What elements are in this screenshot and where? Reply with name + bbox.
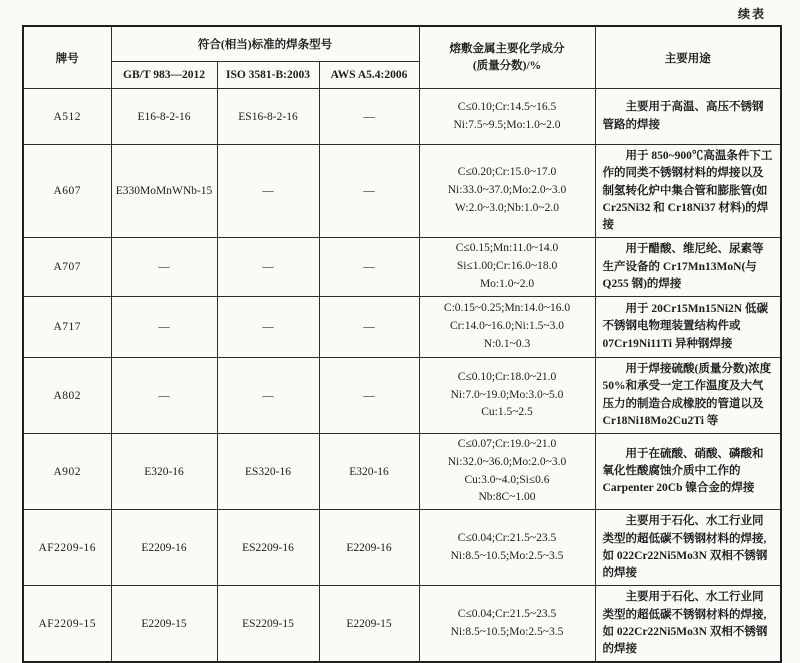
uses-cell: 用于 850~900℃高温条件下工作的同类不锈钢材料的焊接以及制氢转化炉中集合管和膨胀管(如 Cr25Ni32 和 Cr18Ni37 材料)的焊接 [595, 145, 781, 238]
aws-designation-cell: E2209-15 [319, 586, 419, 663]
aws-designation-cell: — [319, 297, 419, 358]
table-row [23, 434, 781, 510]
chemistry-line: C≤0.04;Cr:21.5~23.5 [457, 607, 557, 620]
chemistry-line: C≤0.10;Cr:18.0~21.0 [457, 370, 557, 383]
gb-designation-cell: — [111, 358, 217, 434]
continued-table-label: 续表 [737, 7, 766, 21]
chemistry-cell [419, 89, 595, 145]
chemistry-line: Mo:1.0~2.0 [479, 278, 535, 291]
aws-designation-cell: E2209-16 [319, 510, 419, 586]
brand-cell: A717 [23, 297, 111, 358]
uses-cell: 主要用于石化、水工行业同类型的超低碳不锈钢材料的焊接,如 022Cr22Ni5Mo3N 双相不锈钢的焊接 [595, 586, 781, 663]
aws-designation-cell: E320-16 [319, 434, 419, 510]
chemistry-cell [419, 434, 595, 510]
gb-designation-cell: E16-8-2-16 [111, 89, 217, 145]
uses-cell: 用于醋酸、维尼纶、尿素等生产设备的 Cr17Mn13MoN(与 Q255 钢)的焊接 [595, 238, 781, 297]
table-header [23, 26, 781, 89]
column-header-gb: GB/T 983—2012 [111, 62, 217, 89]
brand-cell: A902 [23, 434, 111, 510]
column-header-uses: 主要用途 [595, 26, 781, 89]
chemistry-line: C≤0.15;Mn:11.0~14.0 [455, 242, 559, 255]
document-sheet [22, 5, 780, 663]
chemistry-line: W:2.0~3.0;Nb:1.0~2.0 [455, 202, 560, 215]
iso-designation-cell: — [217, 358, 319, 434]
brand-cell: A607 [23, 145, 111, 238]
uses-cell: 用于在硫酸、硝酸、磷酸和氧化性酸腐蚀介质中工作的 Carpenter 20Cb 镍合金的焊接 [595, 434, 781, 510]
chemistry-line: Ni:33.0~37.0;Mo:2.0~3.0 [447, 184, 567, 197]
aws-designation-cell: — [319, 145, 419, 238]
uses-cell: 主要用于石化、水工行业同类型的超低碳不锈钢材料的焊接,如 022Cr22Ni5Mo3N 双相不锈钢的焊接 [595, 510, 781, 586]
iso-designation-cell: ES2209-16 [217, 510, 319, 586]
iso-designation-cell: ES2209-15 [217, 586, 319, 663]
chemistry-line: C≤0.07;Cr:19.0~21.0 [457, 438, 557, 450]
iso-designation-cell: — [217, 238, 319, 297]
gb-designation-cell: E320-16 [111, 434, 217, 510]
brand-cell: A802 [23, 358, 111, 434]
electrode-table [22, 25, 782, 663]
chemistry-line: N:0.1~0.3 [483, 337, 531, 350]
gb-designation-cell: — [111, 297, 217, 358]
chemistry-line: Cu:3.0~4.0;Si≤0.6 [464, 473, 550, 486]
column-header-iso: ISO 3581-B:2003 [217, 62, 319, 89]
chemistry-line: Cu:1.5~2.5 [481, 406, 533, 419]
gb-designation-cell: E2209-16 [111, 510, 217, 586]
chemistry-line: Si≤1.00;Cr:16.0~18.0 [456, 260, 558, 273]
chemistry-cell [419, 297, 595, 358]
aws-designation-cell: — [319, 238, 419, 297]
uses-cell: 主要用于高温、高压不锈钢管路的焊接 [595, 89, 781, 145]
chemistry-cell [419, 586, 595, 663]
table-row [23, 358, 781, 434]
brand-cell: A512 [23, 89, 111, 145]
chemistry-line: C≤0.04;Cr:21.5~23.5 [457, 531, 557, 544]
chemistry-cell [419, 358, 595, 434]
chemistry-cell [419, 145, 595, 238]
iso-designation-cell: — [217, 145, 319, 238]
brand-cell: AF2209-16 [23, 510, 111, 586]
iso-designation-cell: ES16-8-2-16 [217, 89, 319, 145]
table-row [23, 89, 781, 145]
table-row [23, 586, 781, 663]
chemistry-line: Nb:8C~1.00 [478, 491, 536, 504]
chemistry-line: C≤0.10;Cr:14.5~16.5 [457, 100, 557, 113]
chemistry-line: Ni:32.0~36.0;Mo:2.0~3.0 [447, 455, 567, 468]
aws-designation-cell: — [319, 358, 419, 434]
uses-cell: 用于焊接硫酸(质量分数)浓度 50%和承受一定工作温度及大气压力的制造合成橡胶的管道以及 Cr18Ni18Mo2Cu2Ti 等 [595, 358, 781, 434]
chemistry-line: C≤0.20;Cr:15.0~17.0 [457, 166, 557, 179]
chemistry-line: Cr:14.0~16.0;Ni:1.5~3.0 [450, 320, 565, 333]
column-header-chemistry-line2: (质量分数)/% [472, 59, 542, 72]
chemistry-line: C:0.15~0.25;Mn:14.0~16.0 [443, 302, 571, 315]
chemistry-line: Ni:8.5~10.5;Mo:2.5~3.5 [450, 549, 564, 562]
table-row [23, 145, 781, 238]
gb-designation-cell: E330MoMnWNb-15 [111, 145, 217, 238]
uses-cell: 用于 20Cr15Mn15Ni2N 低碳不锈钢电物理装置结构件或 07Cr19Ni11Ti 异种钢焊接 [595, 297, 781, 358]
gb-designation-cell: E2209-15 [111, 586, 217, 663]
chemistry-line: Ni:8.5~10.5;Mo:2.5~3.5 [450, 625, 564, 638]
aws-designation-cell: — [319, 89, 419, 145]
iso-designation-cell: — [217, 297, 319, 358]
chemistry-cell [419, 238, 595, 297]
column-header-chemistry-line1: 熔敷金属主要化学成分 [449, 42, 565, 55]
column-header-brand: 牌号 [23, 26, 111, 89]
table-body [23, 89, 781, 663]
column-header-aws: AWS A5.4:2006 [319, 62, 419, 89]
table-row [23, 238, 781, 297]
table-row [23, 297, 781, 358]
gb-designation-cell: — [111, 238, 217, 297]
table-row [23, 510, 781, 586]
brand-cell: AF2209-15 [23, 586, 111, 663]
chemistry-line: Ni:7.0~19.0;Mo:3.0~5.0 [450, 388, 564, 401]
chemistry-line: Ni:7.5~9.5;Mo:1.0~2.0 [453, 118, 561, 131]
iso-designation-cell: ES320-16 [217, 434, 319, 510]
column-header-standards-group: 符合(相当)标准的焊条型号 [111, 26, 419, 62]
chemistry-cell [419, 510, 595, 586]
brand-cell: A707 [23, 238, 111, 297]
column-header-chemistry [419, 26, 595, 89]
